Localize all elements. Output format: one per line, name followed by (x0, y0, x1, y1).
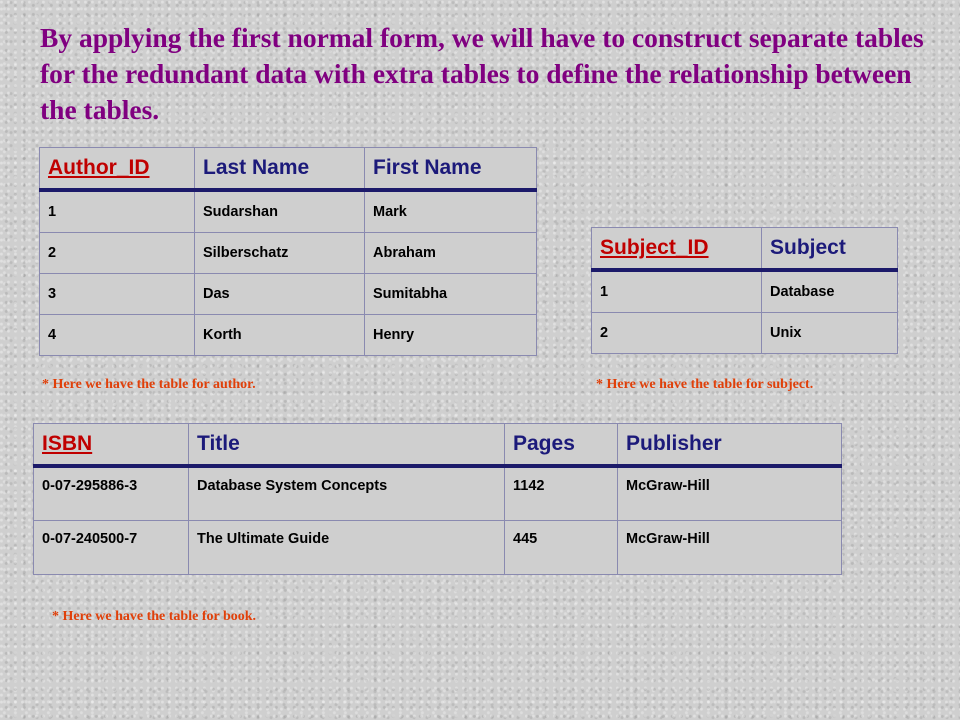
last-name-cell: Korth (195, 315, 365, 356)
subject-table (591, 227, 898, 354)
table-row (40, 233, 537, 274)
table-row (592, 270, 898, 313)
book-table (33, 423, 842, 575)
publisher-header: Publisher (618, 424, 842, 467)
pages-cell: 1142 (505, 466, 618, 520)
publisher-cell: McGraw-Hill (618, 466, 842, 520)
slide-heading: By applying the first normal form, we will have to construct separate tables for the redundant data with extra tables to define the relationship between the tables. (40, 22, 924, 125)
pages-cell: 445 (505, 520, 618, 574)
author-id-header: Author_ID (40, 148, 195, 191)
subject-table-note: * Here we have the table for subject. (596, 377, 814, 392)
table-row (40, 315, 537, 356)
title-cell: The Ultimate Guide (189, 520, 505, 574)
last-name-header: Last Name (195, 148, 365, 191)
subject-cell: Unix (762, 313, 898, 354)
subject-cell: Database (762, 270, 898, 313)
subject-id-header: Subject_ID (592, 228, 762, 271)
author-table (39, 147, 537, 356)
first-name-cell: Abraham (365, 233, 537, 274)
last-name-cell: Das (195, 274, 365, 315)
header-row (592, 228, 898, 271)
publisher-cell: McGraw-Hill (618, 520, 842, 574)
first-name-cell: Henry (365, 315, 537, 356)
first-name-cell: Mark (365, 190, 537, 233)
author-id-cell: 3 (40, 274, 195, 315)
first-name-header: First Name (365, 148, 537, 191)
table-row (40, 274, 537, 315)
last-name-cell: Silberschatz (195, 233, 365, 274)
table-row (592, 313, 898, 354)
header-row (34, 424, 842, 467)
pages-header: Pages (505, 424, 618, 467)
author-id-cell: 4 (40, 315, 195, 356)
header-row (40, 148, 537, 191)
author-id-cell: 2 (40, 233, 195, 274)
subject-id-cell: 1 (592, 270, 762, 313)
title-header: Title (189, 424, 505, 467)
title-cell: Database System Concepts (189, 466, 505, 520)
isbn-cell: 0-07-295886-3 (34, 466, 189, 520)
table-row (34, 520, 842, 574)
first-name-cell: Sumitabha (365, 274, 537, 315)
book-table-note: * Here we have the table for book. (52, 609, 257, 624)
isbn-cell: 0-07-240500-7 (34, 520, 189, 574)
subject-header: Subject (762, 228, 898, 271)
isbn-header: ISBN (34, 424, 189, 467)
table-row (40, 190, 537, 233)
author-table-note: * Here we have the table for author. (42, 377, 256, 392)
table-row (34, 466, 842, 520)
last-name-cell: Sudarshan (195, 190, 365, 233)
author-id-cell: 1 (40, 190, 195, 233)
subject-id-cell: 2 (592, 313, 762, 354)
